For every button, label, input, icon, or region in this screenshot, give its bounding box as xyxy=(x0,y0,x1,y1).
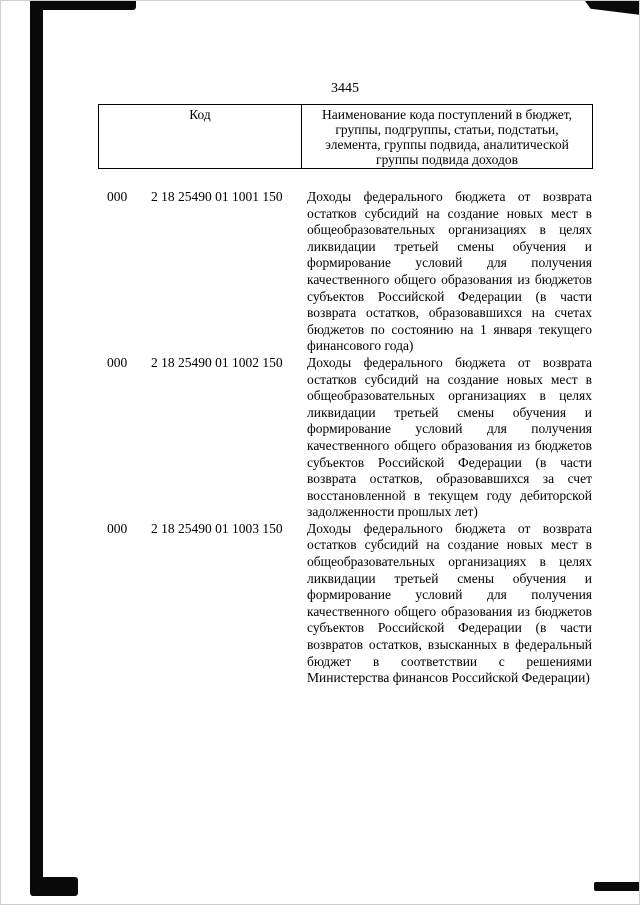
scan-artifact-top-left xyxy=(30,1,136,10)
scan-artifact-top-right xyxy=(585,1,640,15)
scan-artifact-bottom-left xyxy=(30,877,78,896)
table-header xyxy=(98,104,593,169)
row-income-name: Доходы федерального бюджета от возврата остатков субсидий на создание новых мест в общеобразовательных организациях в целях ликвидации третьей смены обучения и формирование условий для получения качественного общего образования из бюджетов субъектов Российской Федерации (в части возврата остатков, образовавшихся за счет восстановленной в текущем году дебиторской задолженности прошлых лет) xyxy=(307,354,592,520)
row-budget-code: 2 18 25490 01 1002 150 xyxy=(151,354,283,370)
page-number: 3445 xyxy=(331,81,359,96)
row-admin-code: 000 xyxy=(107,520,128,536)
table-row xyxy=(98,189,593,355)
row-income-name: Доходы федерального бюджета от возврата остатков субсидий на создание новых мест в общеобразовательных организациях в целях ликвидации третьей смены обучения и формирование условий для получения качественного общего образования из бюджетов субъектов Российской Федерации (в части возврата остатков, образовавшихся на счетах бюджетов по состоянию на 1 января текущего финансового года) xyxy=(307,189,592,354)
scan-artifact-left-bar xyxy=(30,4,43,896)
column-header-name: Наименование кода поступлений в бюджет, группы, подгруппы, статьи, подстатьи, элемента, группы подвида, аналитической группы подвида доходов xyxy=(321,107,572,167)
row-admin-code: 000 xyxy=(107,354,128,370)
row-budget-code: 2 18 25490 01 1001 150 xyxy=(151,189,283,204)
column-header-code: Код xyxy=(99,105,302,168)
row-admin-code: 000 xyxy=(107,189,128,204)
row-budget-code: 2 18 25490 01 1003 150 xyxy=(151,520,283,536)
row-income-name: Доходы федерального бюджета от возврата остатков субсидий на создание новых мест в общеобразовательных организациях в целях ликвидации третьей смены обучения и формирование условий для получения качественного общего образования из бюджетов субъектов Российской Федерации (в части возвратов остатков, взысканных в федеральный бюджет в соответствии с решениями Министерства финансов Российской Федерации) xyxy=(307,520,592,686)
table-body xyxy=(98,189,593,687)
scan-artifact-bottom-right xyxy=(594,882,640,891)
table-row xyxy=(98,521,593,687)
table-row xyxy=(98,355,593,521)
